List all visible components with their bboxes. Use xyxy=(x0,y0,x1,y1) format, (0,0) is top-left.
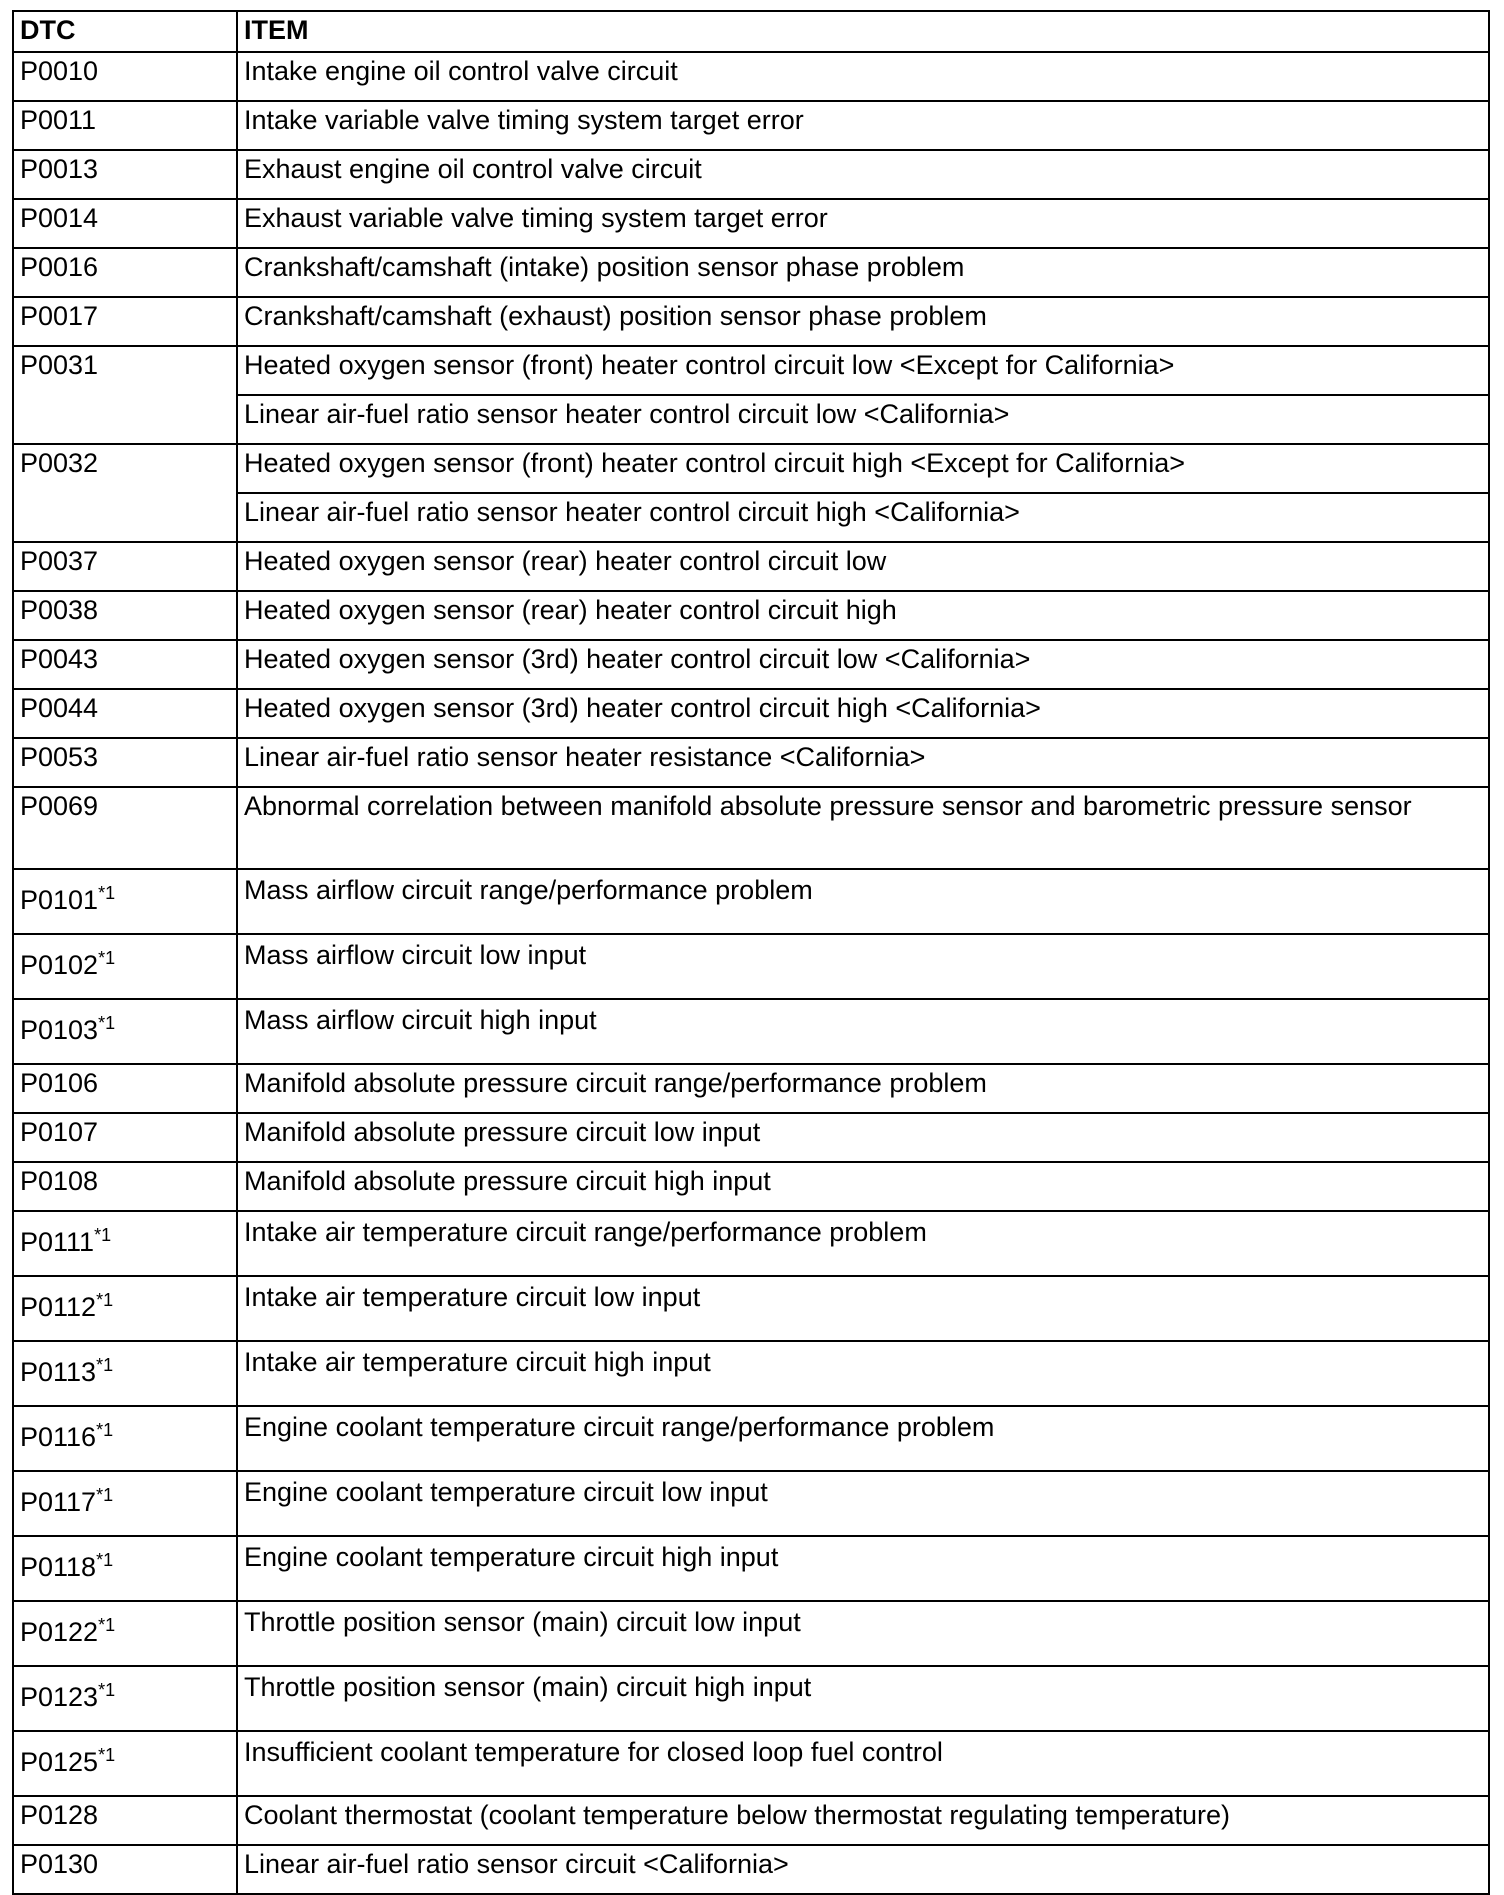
footnote-marker: *1 xyxy=(96,1355,114,1375)
item-description-cell: Intake air temperature circuit high input xyxy=(237,1341,1489,1406)
dtc-code: P0013 xyxy=(20,154,99,184)
table-row xyxy=(13,1666,1489,1731)
dtc-code: P0102 xyxy=(20,950,99,980)
dtc-code: P0011 xyxy=(20,105,97,135)
footnote-marker: *1 xyxy=(96,1420,114,1440)
item-description-cell: Exhaust engine oil control valve circuit xyxy=(237,150,1489,199)
dtc-code-cell xyxy=(13,1845,237,1894)
dtc-code-cell xyxy=(13,1113,237,1162)
footnote-marker: *1 xyxy=(94,1225,112,1245)
dtc-code-cell xyxy=(13,787,237,869)
table-row xyxy=(13,1113,1489,1162)
dtc-code-cell xyxy=(13,297,237,346)
dtc-code-cell xyxy=(13,1471,237,1536)
item-description-cell: Mass airflow circuit low input xyxy=(237,934,1489,999)
table-row xyxy=(13,869,1489,934)
item-description-cell: Linear air-fuel ratio sensor circuit <California> xyxy=(237,1845,1489,1894)
item-description-cell: Crankshaft/camshaft (exhaust) position sensor phase problem xyxy=(237,297,1489,346)
table-row xyxy=(13,542,1489,591)
item-description-cell: Abnormal correlation between manifold absolute pressure sensor and barometric pressure sensor xyxy=(237,787,1489,869)
item-description-cell: Intake variable valve timing system target error xyxy=(237,101,1489,150)
item-description-cell: Intake engine oil control valve circuit xyxy=(237,52,1489,101)
dtc-code-cell xyxy=(13,444,237,542)
dtc-code-cell xyxy=(13,591,237,640)
dtc-code: P0069 xyxy=(20,791,99,821)
footnote-marker: *1 xyxy=(98,1680,116,1700)
item-description-cell: Engine coolant temperature circuit range/performance problem xyxy=(237,1406,1489,1471)
dtc-code: P0038 xyxy=(20,595,99,625)
dtc-code-cell xyxy=(13,1162,237,1211)
table-row xyxy=(13,1471,1489,1536)
item-description-cell: Throttle position sensor (main) circuit low input xyxy=(237,1601,1489,1666)
table-row xyxy=(13,999,1489,1064)
dtc-code-cell xyxy=(13,199,237,248)
dtc-code: P0017 xyxy=(20,301,99,331)
dtc-code-cell xyxy=(13,1601,237,1666)
dtc-code-cell xyxy=(13,999,237,1064)
dtc-code: P0037 xyxy=(20,546,99,576)
dtc-code-cell xyxy=(13,869,237,934)
dtc-code: P0111 xyxy=(20,1227,95,1257)
table-row xyxy=(13,150,1489,199)
table-row xyxy=(13,738,1489,787)
dtc-code: P0043 xyxy=(20,644,99,674)
table-row xyxy=(13,1341,1489,1406)
item-description-cell: Heated oxygen sensor (front) heater control circuit low <Except for California> xyxy=(237,346,1489,395)
footnote-marker: *1 xyxy=(98,1615,116,1635)
dtc-code-cell xyxy=(13,150,237,199)
dtc-code: P0108 xyxy=(20,1166,99,1196)
table-row xyxy=(13,1731,1489,1796)
dtc-code: P0010 xyxy=(20,56,99,86)
dtc-table xyxy=(12,10,1490,1895)
footnote-marker: *1 xyxy=(98,948,116,968)
item-description-cell: Throttle position sensor (main) circuit high input xyxy=(237,1666,1489,1731)
dtc-code-cell xyxy=(13,248,237,297)
table-row xyxy=(13,1064,1489,1113)
dtc-code: P0103 xyxy=(20,1015,99,1045)
table-row xyxy=(13,640,1489,689)
table-row xyxy=(13,52,1489,101)
item-description-cell: Coolant thermostat (coolant temperature below thermostat regulating temperature) xyxy=(237,1796,1489,1845)
item-description-cell: Mass airflow circuit high input xyxy=(237,999,1489,1064)
footnote-marker: *1 xyxy=(96,1290,114,1310)
item-description-cell: Insufficient coolant temperature for closed loop fuel control xyxy=(237,1731,1489,1796)
item-description-cell: Manifold absolute pressure circuit low input xyxy=(237,1113,1489,1162)
dtc-code: P0107 xyxy=(20,1117,99,1147)
table-row xyxy=(13,1276,1489,1341)
footnote-marker: *1 xyxy=(96,1550,114,1570)
dtc-code: P0101 xyxy=(20,885,99,915)
item-description-cell: Engine coolant temperature circuit low input xyxy=(237,1471,1489,1536)
item-description-cell: Heated oxygen sensor (3rd) heater control circuit low <California> xyxy=(237,640,1489,689)
table-row xyxy=(13,1845,1489,1894)
item-description-cell: Intake air temperature circuit range/performance problem xyxy=(237,1211,1489,1276)
dtc-code: P0014 xyxy=(20,203,99,233)
header-item: ITEM xyxy=(237,11,1489,52)
table-row xyxy=(13,1601,1489,1666)
table-body xyxy=(13,52,1489,1894)
dtc-table-container xyxy=(12,10,1488,1895)
item-description-cell: Crankshaft/camshaft (intake) position sensor phase problem xyxy=(237,248,1489,297)
item-description-cell: Manifold absolute pressure circuit range/performance problem xyxy=(237,1064,1489,1113)
dtc-code-cell xyxy=(13,1796,237,1845)
table-row xyxy=(13,297,1489,346)
dtc-code-cell xyxy=(13,52,237,101)
item-description-cell: Intake air temperature circuit low input xyxy=(237,1276,1489,1341)
footnote-marker: *1 xyxy=(98,883,116,903)
item-description-cell: Heated oxygen sensor (rear) heater control circuit high xyxy=(237,591,1489,640)
dtc-code-cell xyxy=(13,542,237,591)
table-row xyxy=(13,1211,1489,1276)
dtc-code: P0031 xyxy=(20,350,99,380)
item-description-cell: Linear air-fuel ratio sensor heater resistance <California> xyxy=(237,738,1489,787)
dtc-code: P0122 xyxy=(20,1617,99,1647)
header-row xyxy=(13,11,1489,52)
table-row xyxy=(13,934,1489,999)
dtc-code: P0032 xyxy=(20,448,99,478)
item-description-cell: Mass airflow circuit range/performance problem xyxy=(237,869,1489,934)
table-row xyxy=(13,248,1489,297)
header-dtc: DTC xyxy=(13,11,237,52)
dtc-code-cell xyxy=(13,1536,237,1601)
item-description-cell: Engine coolant temperature circuit high input xyxy=(237,1536,1489,1601)
dtc-code: P0125 xyxy=(20,1747,99,1777)
table-row xyxy=(13,1796,1489,1845)
table-row xyxy=(13,689,1489,738)
dtc-code-cell xyxy=(13,640,237,689)
table-row xyxy=(13,1162,1489,1211)
item-description-cell: Heated oxygen sensor (3rd) heater control circuit high <California> xyxy=(237,689,1489,738)
dtc-code-cell xyxy=(13,1276,237,1341)
dtc-code-cell xyxy=(13,689,237,738)
table-row xyxy=(13,199,1489,248)
dtc-code: P0123 xyxy=(20,1682,99,1712)
table-row xyxy=(13,444,1489,493)
dtc-code: P0016 xyxy=(20,252,99,282)
dtc-code-cell xyxy=(13,1731,237,1796)
dtc-code: P0118 xyxy=(20,1552,97,1582)
table-row xyxy=(13,1406,1489,1471)
dtc-code-cell xyxy=(13,1341,237,1406)
dtc-code-cell xyxy=(13,738,237,787)
footnote-marker: *1 xyxy=(98,1013,116,1033)
dtc-code-cell xyxy=(13,101,237,150)
dtc-code-cell xyxy=(13,1406,237,1471)
item-description-cell: Exhaust variable valve timing system target error xyxy=(237,199,1489,248)
item-description-cell: Heated oxygen sensor (front) heater control circuit high <Except for California> xyxy=(237,444,1489,493)
dtc-code: P0130 xyxy=(20,1849,99,1879)
item-description-cell: Manifold absolute pressure circuit high input xyxy=(237,1162,1489,1211)
table-row xyxy=(13,101,1489,150)
dtc-code: P0116 xyxy=(20,1422,97,1452)
footnote-marker: *1 xyxy=(98,1745,116,1765)
table-row xyxy=(13,1536,1489,1601)
dtc-code: P0053 xyxy=(20,742,99,772)
dtc-code-cell xyxy=(13,1211,237,1276)
dtc-code: P0044 xyxy=(20,693,99,723)
dtc-code: P0128 xyxy=(20,1800,99,1830)
item-description-cell: Linear air-fuel ratio sensor heater control circuit low <California> xyxy=(237,395,1489,444)
footnote-marker: *1 xyxy=(96,1485,114,1505)
dtc-code: P0106 xyxy=(20,1068,99,1098)
dtc-code: P0117 xyxy=(20,1487,97,1517)
dtc-code-cell xyxy=(13,1666,237,1731)
item-description-cell: Linear air-fuel ratio sensor heater control circuit high <California> xyxy=(237,493,1489,542)
dtc-code-cell xyxy=(13,934,237,999)
dtc-code: P0113 xyxy=(20,1357,97,1387)
table-row xyxy=(13,591,1489,640)
dtc-code-cell xyxy=(13,1064,237,1113)
table-row xyxy=(13,787,1489,869)
item-description-cell: Heated oxygen sensor (rear) heater control circuit low xyxy=(237,542,1489,591)
dtc-code: P0112 xyxy=(20,1292,97,1322)
dtc-code-cell xyxy=(13,346,237,444)
table-row xyxy=(13,346,1489,395)
